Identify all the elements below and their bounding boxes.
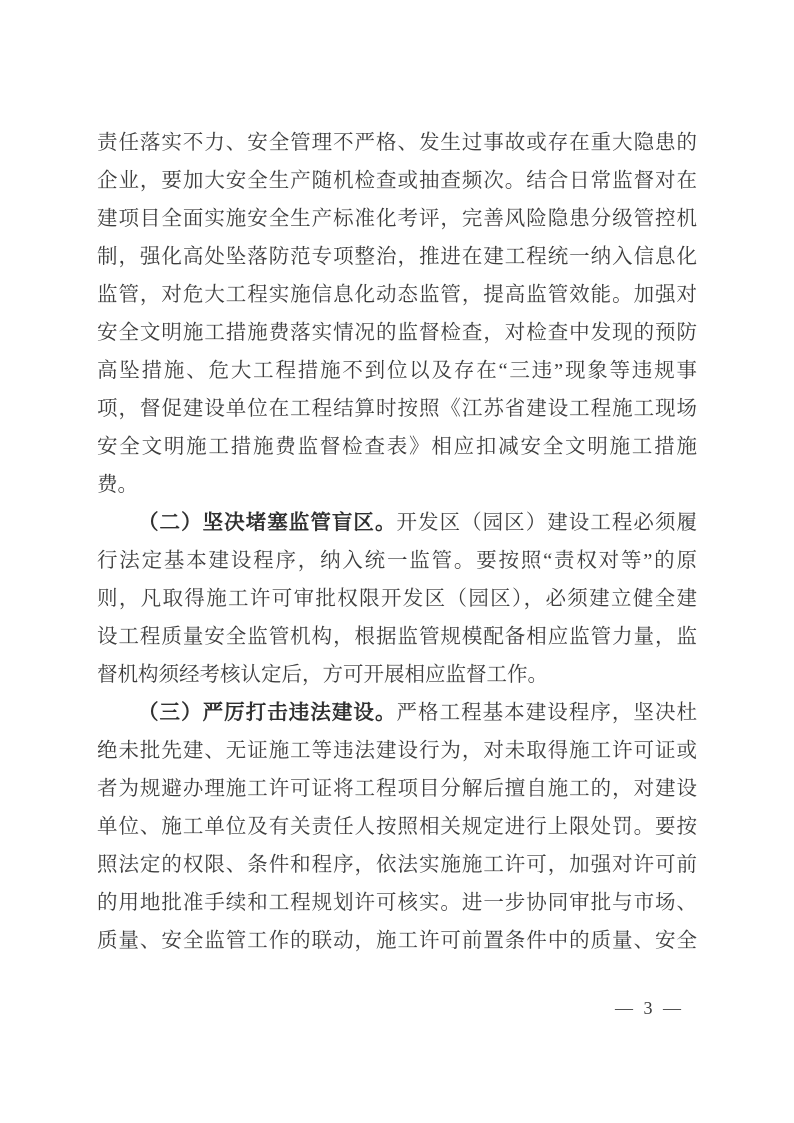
text-line: 费。: [97, 474, 138, 496]
text-line: 单位、施工单位及有关责任人按照相关规定进行上限处罚。要按: [97, 816, 697, 838]
paragraph-lead: （二）坚决堵塞监管盲区。: [138, 512, 397, 534]
text-line: 质量、安全监管工作的联动，施工许可前置条件中的质量、安全: [97, 930, 697, 952]
text-line: 绝未批先建、无证施工等违法建设行为，对未取得施工许可证或: [97, 740, 697, 762]
text-line: 照法定的权限、条件和程序，依法实施施工许可，加强对许可前: [97, 854, 697, 876]
text-line: （二）坚决堵塞监管盲区。开发区（园区）建设工程必须履: [138, 512, 698, 534]
text-line: 安全文明施工措施费落实情况的监督检查，对检查中发现的预防: [97, 322, 697, 344]
text-line: 的用地批准手续和工程规划许可核实。进一步协同审批与市场、: [97, 892, 697, 914]
text-line: 行法定基本建设程序，纳入统一监管。要按照“责权对等”的原: [97, 550, 697, 572]
text-line: 建项目全面实施安全生产标准化考评，完善风险隐患分级管控机: [97, 208, 697, 230]
text-line: 制，强化高处坠落防范专项整治，推进在建工程统一纳入信息化: [97, 246, 697, 268]
text-line: 者为规避办理施工许可证将工程项目分解后擅自施工的，对建设: [97, 778, 697, 800]
text-line: 责任落实不力、安全管理不严格、发生过事故或存在重大隐患的: [97, 132, 697, 154]
text-line: 高坠措施、危大工程措施不到位以及存在“三违”现象等违规事: [97, 360, 697, 382]
document-body-text: [97, 124, 697, 960]
text-line: 督机构须经考核认定后，方可开展相应监督工作。: [97, 664, 548, 686]
paragraph-lead: （三）严厉打击违法建设。: [138, 702, 397, 724]
text-line: （三）严厉打击违法建设。严格工程基本建设程序，坚决杜: [138, 702, 698, 724]
text-line: 安全文明施工措施费监督检查表》相应扣减安全文明施工措施: [97, 436, 697, 458]
text-line: 设工程质量安全监管机构，根据监管规模配备相应监管力量，监: [97, 626, 697, 648]
text-line: 则，凡取得施工许可审批权限开发区（园区），必须建立健全建: [97, 588, 697, 610]
text-line: 项，督促建设单位在工程结算时按照《江苏省建设工程施工现场: [97, 398, 697, 420]
page-number: — 3 —: [615, 998, 684, 1018]
text-line: 企业，要加大安全生产随机检查或抽查频次。结合日常监督对在: [97, 170, 697, 192]
text-line: 监管，对危大工程实施信息化动态监管，提高监管效能。加强对: [97, 284, 697, 306]
